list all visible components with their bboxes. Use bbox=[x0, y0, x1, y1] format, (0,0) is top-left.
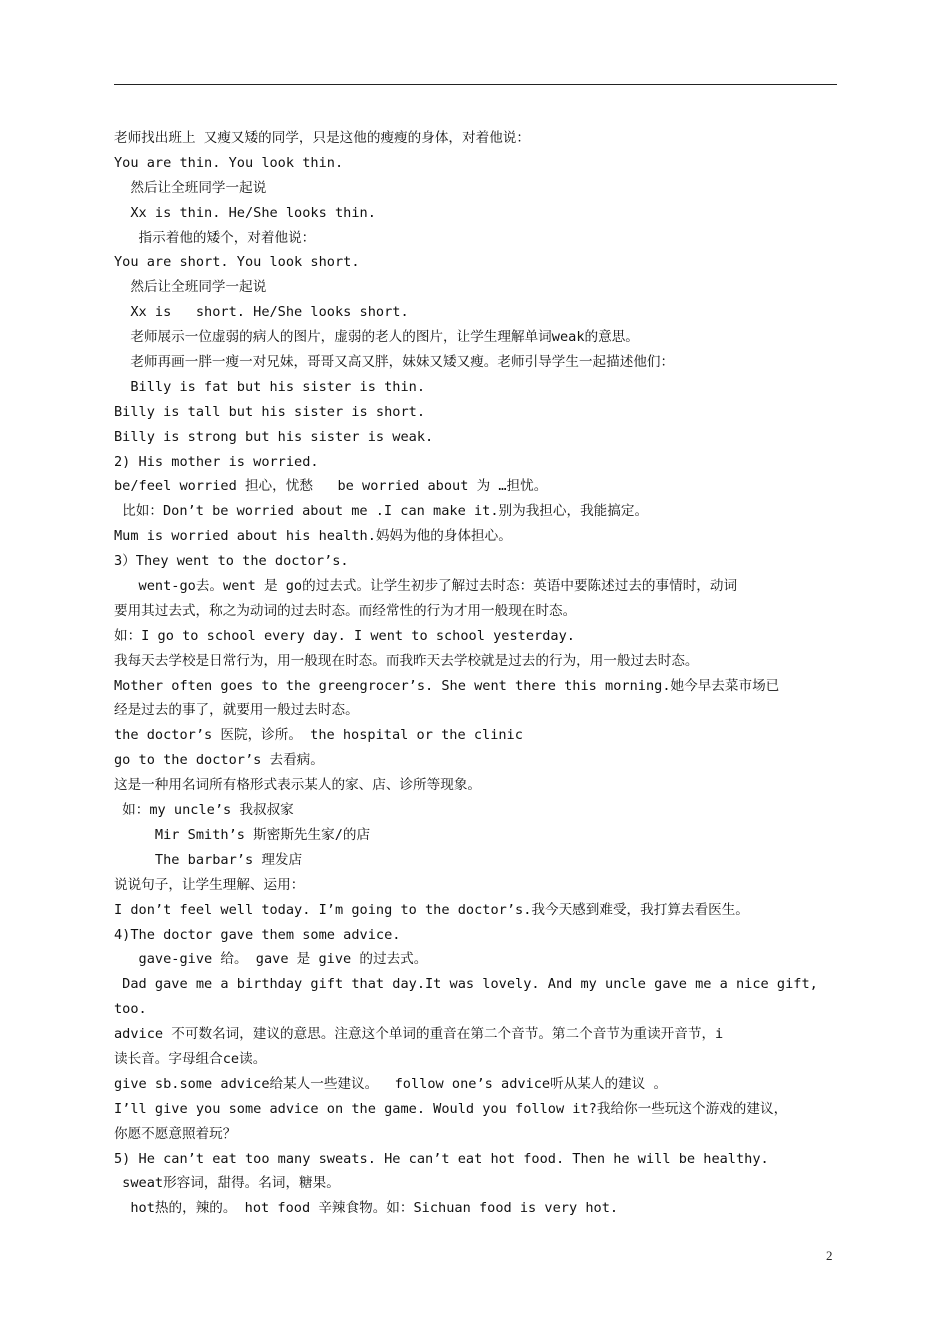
text-line: 如：my uncle’s 我叔叔家 bbox=[114, 802, 294, 819]
text-line: 然后让全班同学一起说 bbox=[114, 179, 267, 196]
text-line: go to the doctor’s 去看病。 bbox=[114, 752, 324, 769]
text-line: went-go去。went 是 go的过去式。让学生初步了解过去时态：英语中要陈述过去的事情时，动词 bbox=[114, 578, 738, 595]
text-line: 2) His mother is worried. bbox=[114, 453, 319, 470]
text-line: 要用其过去式，称之为动词的过去时态。而经常性的行为才用一般现在时态。 bbox=[114, 602, 577, 619]
text-line: Mir Smith’s 斯密斯先生家/的店 bbox=[114, 826, 371, 843]
text-line: advice 不可数名词，建议的意思。注意这个单词的重音在第二个音节。第二个音节为重读开音节，i bbox=[114, 1026, 724, 1043]
text-line: 经是过去的事了，就要用一般过去时态。 bbox=[114, 702, 359, 719]
text-line: 4)The doctor gave them some advice. bbox=[114, 926, 401, 943]
text-line: You are thin. You look thin. bbox=[114, 154, 344, 171]
text-line: sweat形容词，甜得。名词，糖果。 bbox=[114, 1175, 340, 1192]
text-line: I’ll give you some advice on the game. Would you follow it?我给你一些玩这个游戏的建议， bbox=[114, 1100, 788, 1117]
text-line: 指示着他的矮个，对着他说： bbox=[114, 229, 316, 246]
text-line: Billy is tall but his sister is short. bbox=[114, 403, 425, 420]
text-line: too. bbox=[114, 1001, 147, 1018]
text-line: 老师找出班上 又瘦又矮的同学，只是这他的瘦瘦的身体，对着他说： bbox=[114, 130, 530, 146]
text-line: 然后让全班同学一起说 bbox=[114, 279, 267, 296]
text-line: Mother often goes to the greengrocer’s. She went there this morning.她今早去菜市场已 bbox=[114, 677, 780, 694]
text-line: You are short. You look short. bbox=[114, 254, 360, 271]
text-line: give sb.some advice给某人一些建议。 follow one’s advice听从某人的建议 。 bbox=[114, 1075, 668, 1092]
text-line: 我每天去学校是日常行为，用一般现在时态。而我昨天去学校就是过去的行为，用一般过去时态。 bbox=[114, 652, 699, 669]
text-line: Xx is short. He/She looks short. bbox=[114, 304, 409, 321]
text-line: 比如：Don’t be worried about me .I can make it.别为我担心，我能搞定。 bbox=[114, 503, 649, 520]
text-line: hot热的，辣的。 hot food 辛辣食物。如：Sichuan food is very hot. bbox=[114, 1200, 619, 1217]
page-number: 2 bbox=[826, 1248, 833, 1263]
text-line: I don’t feel well today. I’m going to the doctor’s.我今天感到难受，我打算去看医生。 bbox=[114, 901, 749, 918]
text-line: 老师再画一胖一瘦一对兄妹，哥哥又高又胖，妹妹又矮又瘦。老师引导学生一起描述他们： bbox=[114, 354, 675, 371]
text-line: 如：I go to school every day. I went to school yesterday. bbox=[114, 627, 575, 644]
text-line: 你愿不愿意照着玩？ bbox=[114, 1125, 237, 1142]
text-line: Dad gave me a birthday gift that day.It was lovely. And my uncle gave me a nice gift, bbox=[114, 976, 818, 993]
text-line: gave-give 给。 gave 是 give 的过去式。 bbox=[114, 951, 428, 968]
text-line: 5) He can’t eat too many sweats. He can’t eat hot food. Then he will be healthy. bbox=[114, 1150, 769, 1167]
document-body bbox=[114, 126, 842, 1221]
text-line: 这是一种用名词所有格形式表示某人的家、店、诊所等现象。 bbox=[114, 777, 482, 794]
text-line: Xx is thin. He/She looks thin. bbox=[114, 204, 376, 221]
text-line: be/feel worried 担心，忧愁 be worried about 为 …担忧。 bbox=[114, 478, 548, 495]
text-line: 老师展示一位虚弱的病人的图片，虚弱的老人的图片，让学生理解单词weak的意思。 bbox=[114, 329, 639, 346]
header-rule bbox=[114, 84, 837, 85]
text-line: Billy is fat but his sister is thin. bbox=[114, 378, 425, 395]
text-line: 说说句子，让学生理解、运用： bbox=[114, 876, 305, 893]
text-line: 读长音。字母组合ce读。 bbox=[114, 1050, 267, 1067]
text-line: Billy is strong but his sister is weak. bbox=[114, 428, 434, 445]
text-line: The barbar’s 理发店 bbox=[114, 851, 303, 868]
text-line: Mum is worried about his health.妈妈为他的身体担心。 bbox=[114, 528, 512, 545]
text-line: 3）They went to the doctor’s. bbox=[114, 553, 349, 570]
text-line: the doctor’s 医院，诊所。 the hospital or the clinic bbox=[114, 727, 523, 744]
